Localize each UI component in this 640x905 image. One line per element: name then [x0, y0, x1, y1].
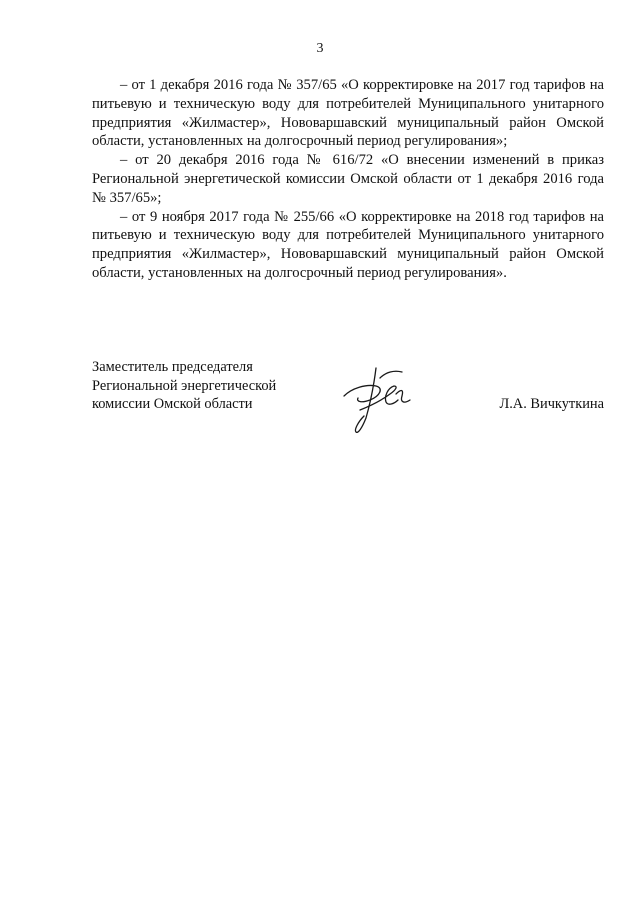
signer-title-line: комиссии Омской области [92, 396, 253, 413]
signer-title [92, 358, 276, 414]
signer-name: Л.А. Вичкуткина [499, 396, 604, 412]
order-item-3: – от 9 ноября 2017 года № 255/66 «О корректировке на 2018 год тарифов на питьевую и техническую воду для потребителей Муниципального унитарного предприятия «Жилмастер», Нововаршавский муниципальный район Омской области, установленных на долгосрочный период регулирования». [92, 208, 604, 281]
signer-title-line: Региональной энергетической [92, 377, 277, 394]
handwritten-signature [340, 360, 414, 436]
order-item-2: – от 20 декабря 2016 года № 616/72 «О внесении изменений в приказ Региональной энергетической комиссии Омской области от 1 декабря 2016 года № 357/65»; [92, 152, 604, 206]
page-number: 3 [316, 41, 324, 56]
signer-title-line: Заместитель председателя [92, 359, 253, 375]
document-body [92, 76, 604, 283]
order-item-1: – от 1 декабря 2016 года № 357/65 «О корректировке на 2017 год тарифов на питьевую и техническую воду для потребителей Муниципального унитарного предприятия «Жилмастер», Нововаршавский муниципальный район Омской области, установленных на долгосрочный период регулирования»; [92, 77, 604, 150]
signature-block [92, 358, 604, 438]
